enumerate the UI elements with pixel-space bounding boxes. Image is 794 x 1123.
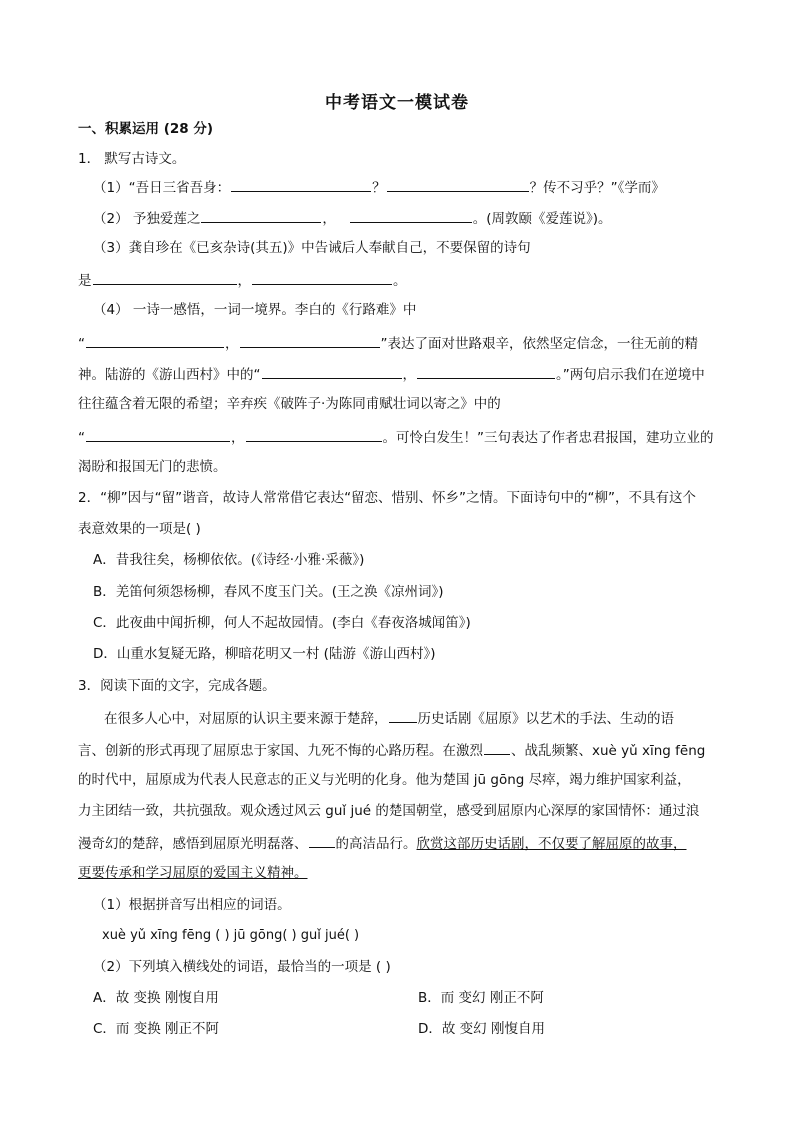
answer-blank[interactable] — [246, 427, 382, 442]
comma: ， — [225, 336, 239, 352]
q1-item4: （4） 一诗一感悟，一词一境界。李白的《行路难》中 — [93, 302, 417, 318]
passage-text: 的高洁品行。 — [335, 836, 417, 852]
q3-passage-line5 — [78, 833, 687, 853]
q1-item1 — [93, 177, 665, 197]
q1-item3-text-b: ， — [237, 273, 251, 289]
q1-item1-text-b: ？ — [372, 180, 386, 196]
q1-item2-text-c: 。(周敦颐《爱莲说》)。 — [472, 211, 612, 227]
answer-blank[interactable] — [93, 270, 237, 285]
answer-blank[interactable] — [240, 333, 380, 348]
q1-item3-text-c: 。 — [393, 273, 407, 289]
q2-stem-cont: 表意效果的一项是( ) — [78, 521, 201, 537]
q3-option-d[interactable]: D．故 变幻 刚愎自用 — [418, 1021, 545, 1037]
q1-item2-text-a: （2） 予独爱莲之 — [93, 211, 201, 227]
q1-item4-line5 — [78, 427, 714, 447]
page-title: 中考语文一模试卷 — [325, 93, 469, 113]
q3-sub1-pinyin[interactable]: xuè yǔ xīng fēng ( ) jū gōng( ) guǐ jué( ) — [102, 928, 360, 943]
q1-item4-line4: 往往蕴含着无限的希望；辛弃疾《破阵子·为陈同甫赋壮词以寄之》中的 — [78, 396, 501, 412]
q2-option-d[interactable]: D．山重水复疑无路，柳暗花明又一村 (陆游《游山西村》) — [93, 646, 436, 662]
q1-item3-text-a: 是 — [78, 273, 92, 289]
q3-option-a[interactable]: A．故 变换 刚愎自用 — [93, 990, 219, 1006]
answer-blank[interactable] — [417, 364, 555, 379]
q3-option-c[interactable]: C．而 变换 刚正不阿 — [93, 1021, 220, 1037]
q1-heading: 1． 默写古诗文。 — [78, 151, 186, 167]
q1-item1-text-a: （1）“吾日三省吾身： — [93, 180, 231, 196]
q3-passage-line3: 的时代中，屈原成为代表人民意志的正义与光明的化身。他为楚国 jū gōng 尽瘁，竭力维护国家利益， — [78, 772, 691, 788]
q3-sub1: （1）根据拼音写出相应的词语。 — [93, 897, 291, 913]
section-heading: 一、积累运用 (28 分) — [78, 121, 214, 137]
answer-blank[interactable] — [86, 333, 224, 348]
answer-blank[interactable] — [484, 740, 510, 755]
q1-item3-cont — [78, 270, 407, 290]
answer-blank[interactable] — [309, 833, 335, 848]
answer-blank[interactable] — [387, 177, 529, 192]
q3-option-b[interactable]: B．而 变幻 刚正不阿 — [418, 990, 544, 1006]
q2-option-a[interactable]: A．昔我往矣，杨柳依依。(《诗经·小雅·采薇》) — [93, 552, 365, 568]
passage-text: 、战乱频繁、xuè yǔ xīng fēng — [511, 743, 706, 759]
q1-item4-line3 — [78, 364, 705, 384]
q2-option-c[interactable]: C．此夜曲中闻折柳，何人不起故园情。(李白《春夜洛城闻笛》) — [93, 615, 471, 631]
passage-text: 历史话剧《屈原》以艺术的手法、生动的语 — [417, 711, 674, 727]
q3-passage-line2 — [78, 740, 705, 760]
q2-option-b[interactable]: B．羌笛何须怨杨柳，春风不度玉门关。(王之涣《凉州词》) — [93, 584, 444, 600]
answer-blank[interactable] — [231, 177, 371, 192]
q1-item2 — [93, 208, 612, 228]
quote-open: “ — [78, 336, 85, 352]
answer-blank[interactable] — [350, 208, 472, 223]
quote-open: “ — [78, 430, 85, 446]
answer-blank[interactable] — [252, 270, 392, 285]
comma: ， — [402, 367, 416, 383]
answer-blank[interactable] — [86, 427, 230, 442]
underlined-sentence: 欣赏这部历史话剧，不仅要了解屈原的故事， — [416, 836, 687, 852]
q1-item4-line6: 渴盼和报国无门的悲愤。 — [78, 459, 227, 475]
underlined-sentence-cont: 更要传承和学习屈原的爱国主义精神。 — [78, 865, 308, 881]
q1-item3: （3）龚自珍在《已亥杂诗(其五)》中告诫后人奉献自己，不要保留的诗句 — [93, 240, 531, 256]
q1-item4-line2 — [78, 333, 698, 353]
passage-text: 言、创新的形式再现了屈原忠于家国、九死不悔的心路历程。在激烈 — [78, 743, 483, 759]
q1-item4-text: ”表达了面对世路艰辛，依然坚定信念，一往无前的精 — [380, 336, 698, 352]
passage-text: 漫奇幻的楚辞，感悟到屈原光明磊落、 — [78, 836, 308, 852]
q1-item1-text-c: ？传不习乎？”《学而》 — [529, 180, 665, 196]
passage-text: 在很多人心中，对屈原的认识主要来源于楚辞， — [104, 711, 388, 727]
comma: ， — [231, 430, 245, 446]
answer-blank[interactable] — [389, 708, 417, 723]
q3-passage-line1 — [104, 708, 674, 728]
q2-stem: 2．“柳”因与“留”谐音，故诗人常常借它表达“留恋、惜别、怀乡”之情。下面诗句中的“柳”，不具有这个 — [78, 490, 697, 506]
q1-item4-text-c: 。”两句启示我们在逆境中 — [556, 367, 705, 383]
q3-heading: 3．阅读下面的文字，完成各题。 — [78, 678, 276, 694]
answer-blank[interactable] — [262, 364, 402, 379]
q1-item4-text-a: 神。陆游的《游山西村》中的“ — [78, 367, 261, 383]
q1-item4-text-e: 。可怜白发生！”三句表达了作者忠君报国，建功立业的 — [382, 430, 714, 446]
q3-sub2: （2）下列填入横线处的词语，最恰当的一项是 ( ) — [93, 959, 391, 975]
answer-blank[interactable] — [201, 208, 321, 223]
q3-passage-line4: 力主团结一致，共抗强敌。观众透过风云 guǐ jué 的楚国朝堂，感受到屈原内心深厚的家国情怀：通过浪 — [78, 803, 700, 819]
q1-item2-text-b: ， — [322, 211, 336, 227]
